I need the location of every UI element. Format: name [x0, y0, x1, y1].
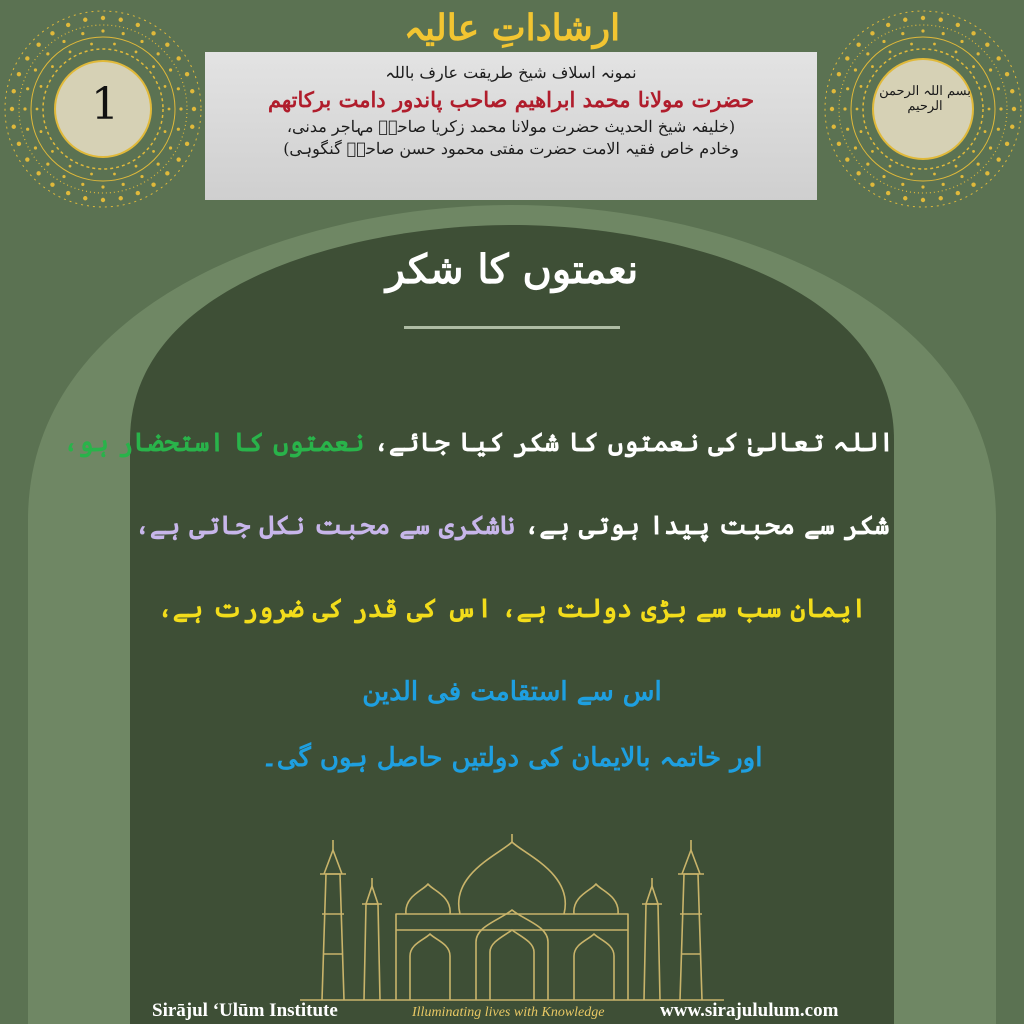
footer-tagline: Illuminating lives with Knowledge — [412, 1005, 605, 1020]
bismillah-calligraphy: بسم اللہ الرحمن الرحیم — [879, 84, 971, 114]
body-line-4: اس سے استقامت فی الدین — [362, 677, 662, 707]
body-text — [63, 420, 894, 818]
footer-website-link[interactable]: www.sirajululum.com — [660, 1000, 839, 1021]
mosque-illustration — [300, 834, 724, 1002]
header-line-khadim: وخادم خاص فقیہ الامت حضرت مفتی محمود حسن صاحبؒ گنگوہی) — [283, 139, 739, 158]
footer-organization-name: Sirājul ‘Ulūm Institute — [152, 1000, 338, 1021]
body-line-1 — [63, 420, 894, 466]
body-line-2-part-b: ناشکری سے محبت نکل جاتی ہے، — [134, 511, 516, 541]
body-line-2 — [130, 503, 894, 549]
heading-underline — [404, 326, 620, 329]
header-line-khalifa: (خلیفہ شیخ الحدیث حضرت مولانا محمد زکریا صاحبؒ مہاجر مدنی، — [286, 117, 736, 136]
header-line-honorific: نمونہ اسلاف شیخ طریقت عارف باللہ — [385, 63, 637, 82]
page-heading: نعمتوں کا شکر — [385, 246, 639, 293]
header-name: حضرت مولانا محمد ابراھیم صاحب پاندور دامت برکاتھم — [267, 87, 755, 112]
body-line-2-part-a: شکر سے محبت پیدا ہوتی ہے، — [515, 511, 890, 541]
body-line-1-part-a: اللہ تعالیٰ کی نعمتوں کا شکر کیا جائے، — [364, 428, 894, 458]
page-number: 1 — [91, 79, 119, 130]
header-panel — [205, 52, 817, 200]
body-line-5: اور خاتمہ بالایمان کی دولتیں حاصل ہوں گی۔ — [261, 743, 763, 773]
main-title: ارشاداتِ عالیہ — [403, 7, 621, 49]
body-line-3: ایمان سب سے بڑی دولت ہے، اس کی قدر کی ضرورت ہے، — [157, 594, 867, 624]
body-line-1-part-b: نعمتوں کا استحضار ہو، — [63, 428, 365, 458]
